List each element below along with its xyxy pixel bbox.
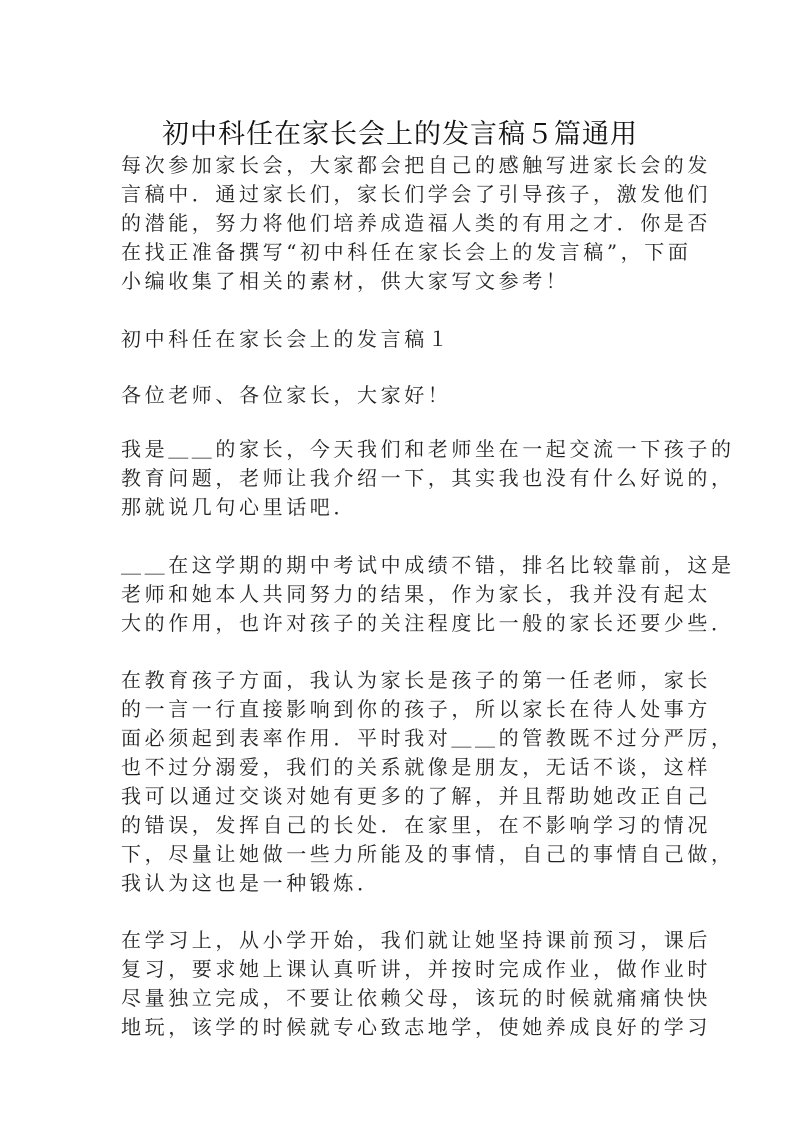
text-line: 大的作用，也许对孩子的关注程度比一般的家长还要少些． [121, 611, 735, 635]
text-line: 下，尽量让她做一些力所能及的事情，自己的事情自己做， [121, 842, 735, 866]
text-line: 我可以通过交谈对她有更多的了解，并且帮助她改正自己 [121, 784, 711, 808]
text-line: 在教育孩子方面，我认为家长是孩子的第一任老师，家长 [121, 668, 711, 692]
text-line: 教育问题，老师让我介绍一下，其实我也没有什么好说的， [121, 466, 735, 490]
text-line: 地玩，该学的时候就专心致志地学，使她养成良好的学习 [121, 1015, 711, 1039]
text-line: 我是＿＿的家长，今天我们和老师坐在一起交流一下孩子的 [121, 437, 735, 461]
text-line: 我认为这也是一种锻炼． [121, 871, 381, 895]
text-line: 言稿中．通过家长们，家长们学会了引导孩子，激发他们 [121, 182, 711, 206]
text-line: 每次参加家长会，大家都会把自己的感触写进家长会的发 [121, 153, 711, 177]
text-line: 也不过分溺爱，我们的关系就像是朋友，无话不谈，这样 [121, 755, 711, 779]
section-heading [121, 325, 691, 354]
document-title: 初中科任在家长会上的发言稿５篇通用 [162, 119, 638, 150]
greeting [121, 381, 691, 410]
text-line: 初中科任在家长会上的发言稿１ [121, 327, 452, 351]
text-line: 在找正准备撰写“初中科任在家长会上的发言稿”，下面 [121, 240, 692, 264]
text-line: 小编收集了相关的素材，供大家写文参考！ [121, 269, 570, 293]
text-line: 的错误，发挥自己的长处．在家里，在不影响学习的情况 [121, 813, 711, 837]
text-line: 复习，要求她上课认真听讲，并按时完成作业，做作业时 [121, 957, 711, 981]
paragraph [121, 435, 735, 522]
text-line: 老师和她本人共同努力的结果，作为家长，我并没有起太 [121, 582, 711, 606]
text-line: ＿＿在这学期的期中考试中成绩不错，排名比较靠前，这是 [121, 553, 735, 577]
paragraph [121, 551, 735, 638]
text-line: 那就说几句心里话吧． [121, 495, 357, 519]
text-line: 在学习上，从小学开始，我们就让她坚持课前预习，课后 [121, 928, 711, 952]
paragraph [121, 666, 735, 898]
paragraph [121, 926, 711, 1042]
text-line: 各位老师、各位家长，大家好！ [121, 383, 452, 407]
intro-paragraph [121, 151, 711, 296]
text-line: 尽量独立完成，不要让依赖父母，该玩的时候就痛痛快快 [121, 986, 711, 1010]
text-line: 的潜能，努力将他们培养成造福人类的有用之才．你是否 [121, 211, 711, 235]
text-line: 面必须起到表率作用．平时我对＿＿的管教既不过分严厉， [121, 726, 735, 750]
text-line: 的一言一行直接影响到你的孩子，所以家长在待人处事方 [121, 697, 711, 721]
